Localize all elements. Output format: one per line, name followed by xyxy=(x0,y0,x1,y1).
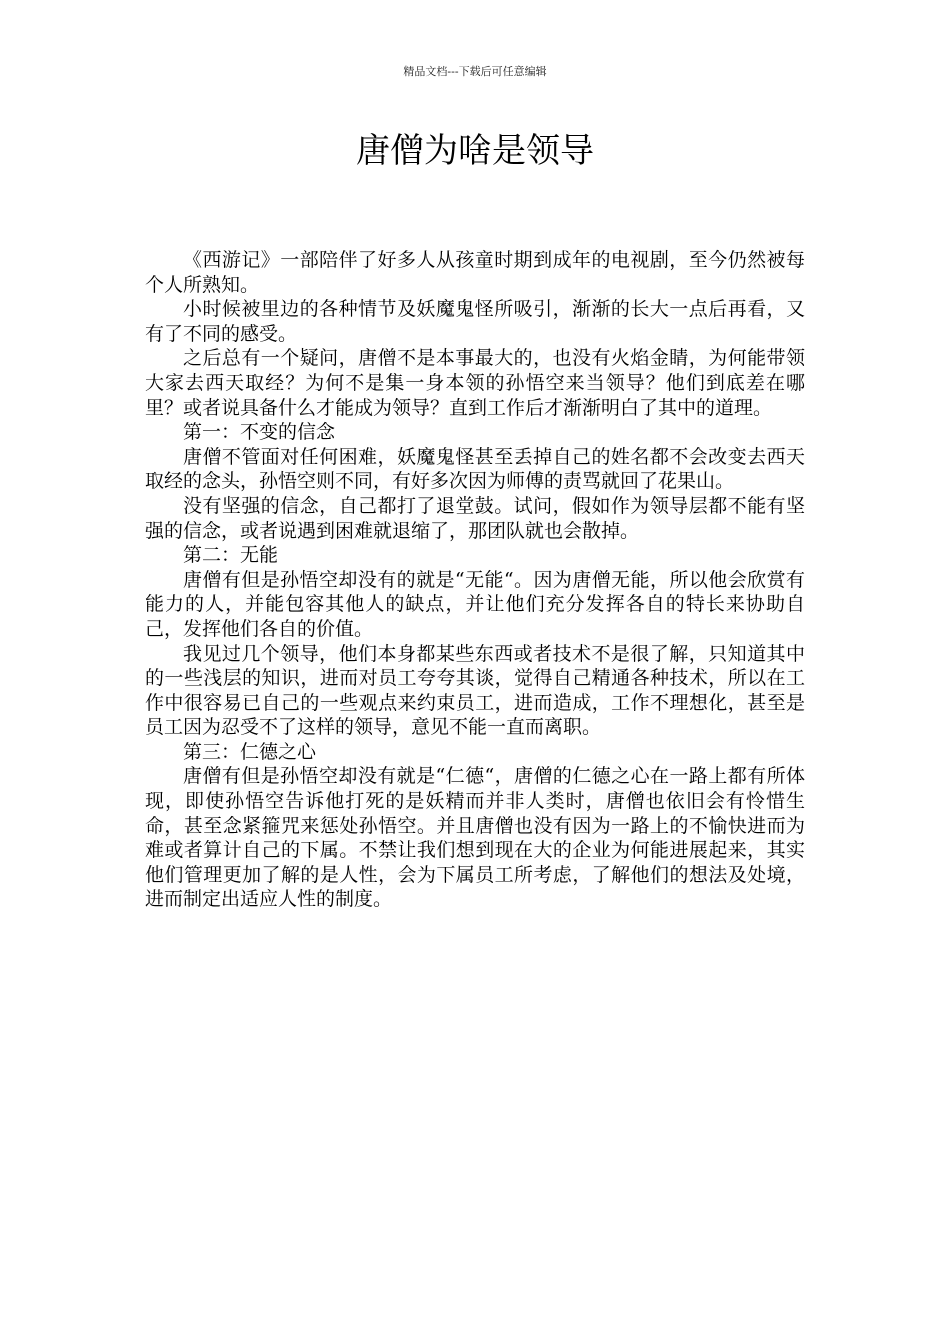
document-title: 唐僧为啥是领导 xyxy=(356,131,594,171)
paragraph: 唐僧有但是孙悟空却没有的就是“无能“。因为唐僧无能，所以他会欣赏有能力的人，并能包容其他人的缺点，并让他们充分发挥各自的特长来协助自己，发挥他们各自的价值。 xyxy=(145,568,805,640)
document-body xyxy=(145,248,805,912)
section-heading: 第三：仁德之心 xyxy=(183,740,317,763)
paragraph: 小时候被里边的各种情节及妖魔鬼怪所吸引，渐渐的长大一点后再看，又有了不同的感受。 xyxy=(145,298,805,345)
paragraph: 唐僧有但是孙悟空却没有就是“仁德“，唐僧的仁德之心在一路上都有所体现，即使孙悟空告诉他打死的是妖精而并非人类时，唐僧也依旧会有怜惜生命，甚至念紧箍咒来惩处孙悟空。并且唐僧也没有因为一路上的不愉快进而为难或者算计自己的下属。不禁让我们想到现在大的企业为何能进展起来，其实他们管理更加了解的是人性，会为下属员工所考虑，了解他们的想法及处境，进而制定出适应人性的制度。 xyxy=(145,765,805,911)
paragraph: 之后总有一个疑问，唐僧不是本事最大的，也没有火焰金睛，为何能带领大家去西天取经？为何不是集一身本领的孙悟空来当领导？他们到底差在哪里？或者说具备什么才能成为领导？直到工作后才渐渐明白了其中的道理。 xyxy=(145,347,805,419)
header-note: 精品文档---下载后可任意编辑 xyxy=(403,65,547,78)
paragraph: 《西游记》一部陪伴了好多人从孩童时期到成年的电视剧，至今仍然被每个人所熟知。 xyxy=(145,249,805,296)
paragraph: 我见过几个领导，他们本身都某些东西或者技术不是很了解，只知道其中的一些浅层的知识，进而对员工夸夸其谈，觉得自己精通各种技术，所以在工作中很容易已自己的一些观点来约束员工，进而造成，工作不理想化，甚至是员工因为忍受不了这样的领导，意见不能一直而离职。 xyxy=(145,642,805,739)
paragraph: 没有坚强的信念，自己都打了退堂鼓。试问，假如作为领导层都不能有坚强的信念，或者说遇到困难就退缩了，那团队就也会散掉。 xyxy=(145,494,805,542)
paragraph: 唐僧不管面对任何困难，妖魔鬼怪甚至丢掉自己的姓名都不会改变去西天取经的念头，孙悟空则不同，有好多次因为师傅的责骂就回了花果山。 xyxy=(145,445,805,493)
section-heading: 第一：不变的信念 xyxy=(183,421,336,444)
section-heading: 第二：无能 xyxy=(183,544,279,567)
